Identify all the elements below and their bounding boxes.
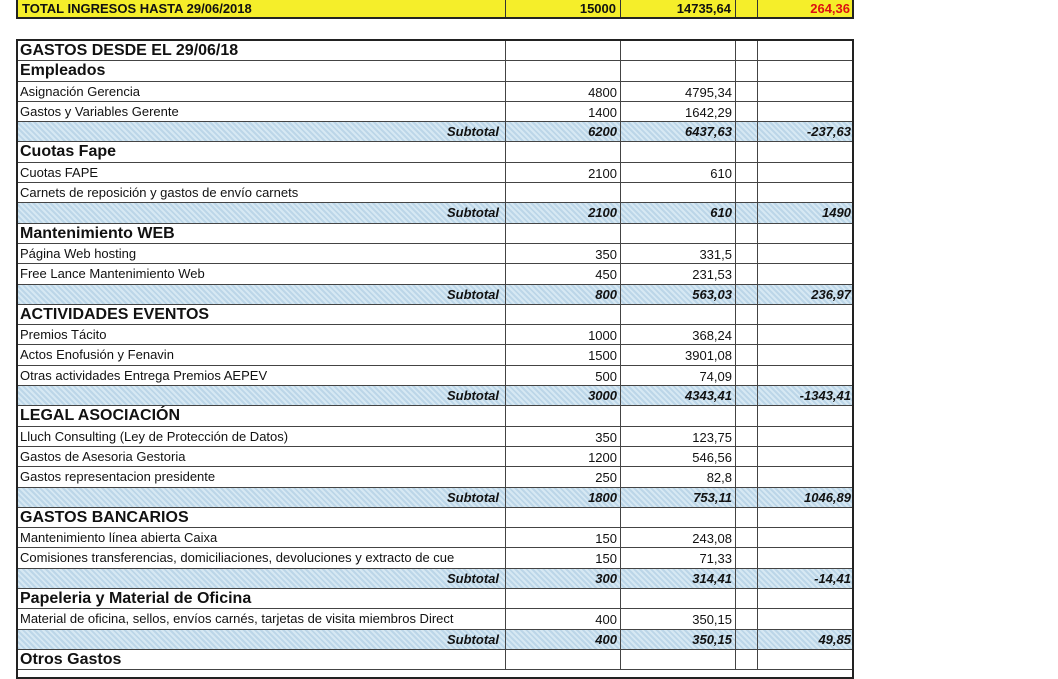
cell-label: Empleados bbox=[18, 61, 506, 80]
subtotal-row bbox=[18, 488, 852, 508]
section-header-row bbox=[18, 41, 852, 61]
cell-diff bbox=[758, 650, 854, 669]
table-row bbox=[18, 102, 852, 122]
subtotal-row bbox=[18, 569, 852, 589]
cell-label: Lluch Consulting (Ley de Protección de Datos) bbox=[18, 427, 506, 446]
table-row bbox=[18, 244, 852, 264]
cell-actual bbox=[621, 589, 736, 608]
cell-budget bbox=[506, 61, 621, 80]
section-header-row bbox=[18, 589, 852, 609]
cell-actual: 350,15 bbox=[621, 630, 736, 649]
cell-budget: 500 bbox=[506, 366, 621, 385]
section-header-row bbox=[18, 406, 852, 426]
empty-cell bbox=[736, 264, 758, 283]
empty-cell bbox=[736, 183, 758, 202]
empty-cell bbox=[736, 366, 758, 385]
cell-label: Subtotal bbox=[18, 386, 506, 405]
cell-label: Gastos de Asesoria Gestoria bbox=[18, 447, 506, 466]
cell-actual: 4343,41 bbox=[621, 386, 736, 405]
empty-cell bbox=[736, 406, 758, 425]
cell-label: Mantenimiento WEB bbox=[18, 224, 506, 243]
cell-label: Material de oficina, sellos, envíos carnés, tarjetas de visita miembros Direct bbox=[18, 609, 506, 628]
cell-actual: 6437,63 bbox=[621, 122, 736, 141]
cell-actual: 546,56 bbox=[621, 447, 736, 466]
cell-label: Actos Enofusión y Fenavin bbox=[18, 345, 506, 364]
empty-cell bbox=[736, 650, 758, 669]
table-row bbox=[18, 183, 852, 203]
cell-actual bbox=[621, 224, 736, 243]
cell-budget bbox=[506, 142, 621, 161]
section-header-row bbox=[18, 61, 852, 81]
empty-cell bbox=[736, 528, 758, 547]
cell-diff: -237,63 bbox=[806, 124, 851, 140]
cell-budget: 350 bbox=[506, 427, 621, 446]
empty-cell bbox=[736, 386, 758, 405]
cell-diff: 236,97 bbox=[811, 286, 851, 302]
cell-label: Free Lance Mantenimiento Web bbox=[18, 264, 506, 283]
cell-actual: 71,33 bbox=[621, 548, 736, 567]
cell-diff bbox=[758, 609, 854, 628]
cell-label: Asignación Gerencia bbox=[18, 82, 506, 101]
cell-budget bbox=[506, 305, 621, 324]
cell-budget: 150 bbox=[506, 528, 621, 547]
cell-budget bbox=[506, 589, 621, 608]
cell-budget bbox=[506, 41, 621, 60]
cell-diff bbox=[758, 183, 854, 202]
empty-cell bbox=[736, 325, 758, 344]
cell-label: Papeleria y Material de Oficina bbox=[18, 589, 506, 608]
cell-budget: 1400 bbox=[506, 102, 621, 121]
cell-budget: 800 bbox=[506, 285, 621, 304]
cell-budget: 1500 bbox=[506, 345, 621, 364]
total-income-label: TOTAL INGRESOS HASTA 29/06/2018 bbox=[18, 0, 506, 17]
cell-actual bbox=[621, 508, 736, 527]
cell-diff bbox=[758, 508, 854, 527]
empty-cell bbox=[736, 508, 758, 527]
cell-budget: 6200 bbox=[506, 122, 621, 141]
subtotal-row bbox=[18, 285, 852, 305]
cell-label: ACTIVIDADES EVENTOS bbox=[18, 305, 506, 324]
cell-diff: 49,85 bbox=[818, 631, 851, 647]
table-row bbox=[18, 467, 852, 487]
section-header-row bbox=[18, 650, 852, 670]
cell-actual bbox=[621, 41, 736, 60]
empty-cell bbox=[736, 102, 758, 121]
cell-budget: 450 bbox=[506, 264, 621, 283]
cell-label: Carnets de reposición y gastos de envío carnets bbox=[18, 183, 506, 202]
cell-label: Página Web hosting bbox=[18, 244, 506, 263]
total-income-diff: 264,36 bbox=[810, 1, 850, 16]
cell-label: Subtotal bbox=[18, 285, 506, 304]
empty-cell bbox=[736, 569, 758, 588]
cell-budget bbox=[506, 183, 621, 202]
cell-actual: 610 bbox=[621, 163, 736, 182]
cell-actual bbox=[621, 650, 736, 669]
empty-cell bbox=[736, 467, 758, 486]
cell-budget: 1000 bbox=[506, 325, 621, 344]
cell-actual: 610 bbox=[621, 203, 736, 222]
empty-cell bbox=[736, 630, 758, 649]
cell-actual: 123,75 bbox=[621, 427, 736, 446]
subtotal-row bbox=[18, 122, 852, 142]
empty-cell bbox=[736, 142, 758, 161]
cell-budget: 1200 bbox=[506, 447, 621, 466]
cell-label: GASTOS DESDE EL 29/06/18 bbox=[18, 41, 506, 60]
cell-actual: 82,8 bbox=[621, 467, 736, 486]
cell-diff bbox=[758, 305, 854, 324]
cell-diff bbox=[758, 224, 854, 243]
section-header-row bbox=[18, 305, 852, 325]
cell-budget bbox=[506, 224, 621, 243]
cell-actual bbox=[621, 61, 736, 80]
cell-label: Gastos y Variables Gerente bbox=[18, 102, 506, 121]
expenses-table bbox=[16, 39, 854, 679]
cell-diff: 1490 bbox=[822, 205, 851, 221]
table-row bbox=[18, 548, 852, 568]
cell-budget: 2100 bbox=[506, 203, 621, 222]
cell-diff bbox=[758, 41, 854, 60]
cell-actual bbox=[621, 305, 736, 324]
cell-budget bbox=[506, 406, 621, 425]
cell-budget: 3000 bbox=[506, 386, 621, 405]
table-row bbox=[18, 82, 852, 102]
cell-label: Subtotal bbox=[18, 488, 506, 507]
cell-label: Subtotal bbox=[18, 569, 506, 588]
table-row bbox=[18, 427, 852, 447]
cell-budget: 400 bbox=[506, 630, 621, 649]
cell-diff bbox=[758, 325, 854, 344]
cell-label: Otros Gastos bbox=[18, 650, 506, 669]
table-row bbox=[18, 528, 852, 548]
cell-budget: 300 bbox=[506, 569, 621, 588]
section-header-row bbox=[18, 508, 852, 528]
table-row bbox=[18, 345, 852, 365]
empty-cell bbox=[736, 488, 758, 507]
cell-actual: 231,53 bbox=[621, 264, 736, 283]
cell-label: Subtotal bbox=[18, 630, 506, 649]
cell-actual bbox=[621, 406, 736, 425]
cell-actual bbox=[621, 142, 736, 161]
table-row bbox=[18, 609, 852, 629]
total-income-budget: 15000 bbox=[506, 0, 621, 17]
cell-diff: -14,41 bbox=[814, 570, 851, 586]
cell-diff bbox=[758, 244, 854, 263]
cell-actual: 753,11 bbox=[621, 488, 736, 507]
empty-cell bbox=[736, 244, 758, 263]
cell-diff bbox=[758, 548, 854, 567]
cell-budget: 4800 bbox=[506, 82, 621, 101]
cell-diff bbox=[758, 345, 854, 364]
empty-cell bbox=[736, 82, 758, 101]
cell-budget: 400 bbox=[506, 609, 621, 628]
cell-label: Gastos representacion presidente bbox=[18, 467, 506, 486]
cell-diff bbox=[758, 142, 854, 161]
cell-actual: 563,03 bbox=[621, 285, 736, 304]
cell-label: Subtotal bbox=[18, 122, 506, 141]
empty-cell bbox=[736, 61, 758, 80]
cell-diff bbox=[758, 467, 854, 486]
cell-actual: 368,24 bbox=[621, 325, 736, 344]
empty-cell bbox=[736, 0, 758, 17]
cell-diff: -1343,41 bbox=[799, 388, 851, 404]
empty-cell bbox=[736, 285, 758, 304]
empty-cell bbox=[736, 305, 758, 324]
cell-label: Cuotas Fape bbox=[18, 142, 506, 161]
section-header-row bbox=[18, 224, 852, 244]
empty-cell bbox=[736, 122, 758, 141]
empty-cell bbox=[736, 427, 758, 446]
cell-label: Premios Tácito bbox=[18, 325, 506, 344]
table-row bbox=[18, 163, 852, 183]
empty-cell bbox=[736, 41, 758, 60]
cell-actual: 4795,34 bbox=[621, 82, 736, 101]
cell-actual: 74,09 bbox=[621, 366, 736, 385]
cell-label: LEGAL ASOCIACIÓN bbox=[18, 406, 506, 425]
cell-diff bbox=[758, 528, 854, 547]
table-row bbox=[18, 325, 852, 345]
cell-diff bbox=[758, 163, 854, 182]
cell-budget: 250 bbox=[506, 467, 621, 486]
cell-diff: 1046,89 bbox=[804, 489, 851, 505]
cell-budget: 1800 bbox=[506, 488, 621, 507]
cell-diff bbox=[758, 427, 854, 446]
cell-diff bbox=[758, 264, 854, 283]
cell-diff bbox=[758, 366, 854, 385]
cell-actual: 3901,08 bbox=[621, 345, 736, 364]
cell-budget: 350 bbox=[506, 244, 621, 263]
cell-label: GASTOS BANCARIOS bbox=[18, 508, 506, 527]
empty-cell bbox=[736, 609, 758, 628]
empty-cell bbox=[736, 447, 758, 466]
cell-budget bbox=[506, 508, 621, 527]
subtotal-row bbox=[18, 203, 852, 223]
empty-cell bbox=[736, 589, 758, 608]
cell-label: Otras actividades Entrega Premios AEPEV bbox=[18, 366, 506, 385]
empty-cell bbox=[736, 203, 758, 222]
cell-diff bbox=[758, 102, 854, 121]
subtotal-row bbox=[18, 630, 852, 650]
cell-label: Comisiones transferencias, domiciliaciones, devoluciones y extracto de cue bbox=[18, 548, 506, 567]
subtotal-row bbox=[18, 386, 852, 406]
table-row bbox=[18, 447, 852, 467]
cell-budget: 2100 bbox=[506, 163, 621, 182]
empty-cell bbox=[736, 548, 758, 567]
cell-budget bbox=[506, 650, 621, 669]
cell-label: Cuotas FAPE bbox=[18, 163, 506, 182]
cell-label: Mantenimiento línea abierta Caixa bbox=[18, 528, 506, 547]
cell-actual: 314,41 bbox=[621, 569, 736, 588]
total-income-row bbox=[16, 0, 854, 19]
total-income-actual: 14735,64 bbox=[621, 0, 736, 17]
table-row bbox=[18, 264, 852, 284]
cell-actual: 331,5 bbox=[621, 244, 736, 263]
empty-cell bbox=[736, 163, 758, 182]
cell-diff bbox=[758, 61, 854, 80]
cell-diff bbox=[758, 82, 854, 101]
cell-budget: 150 bbox=[506, 548, 621, 567]
cell-diff bbox=[758, 406, 854, 425]
cell-actual: 243,08 bbox=[621, 528, 736, 547]
table-row bbox=[18, 366, 852, 386]
section-header-row bbox=[18, 142, 852, 162]
cell-diff bbox=[758, 589, 854, 608]
cell-actual: 350,15 bbox=[621, 609, 736, 628]
cell-diff bbox=[758, 447, 854, 466]
cell-actual: 1642,29 bbox=[621, 102, 736, 121]
empty-cell bbox=[736, 345, 758, 364]
cell-actual bbox=[621, 183, 736, 202]
empty-cell bbox=[736, 224, 758, 243]
cell-label: Subtotal bbox=[18, 203, 506, 222]
